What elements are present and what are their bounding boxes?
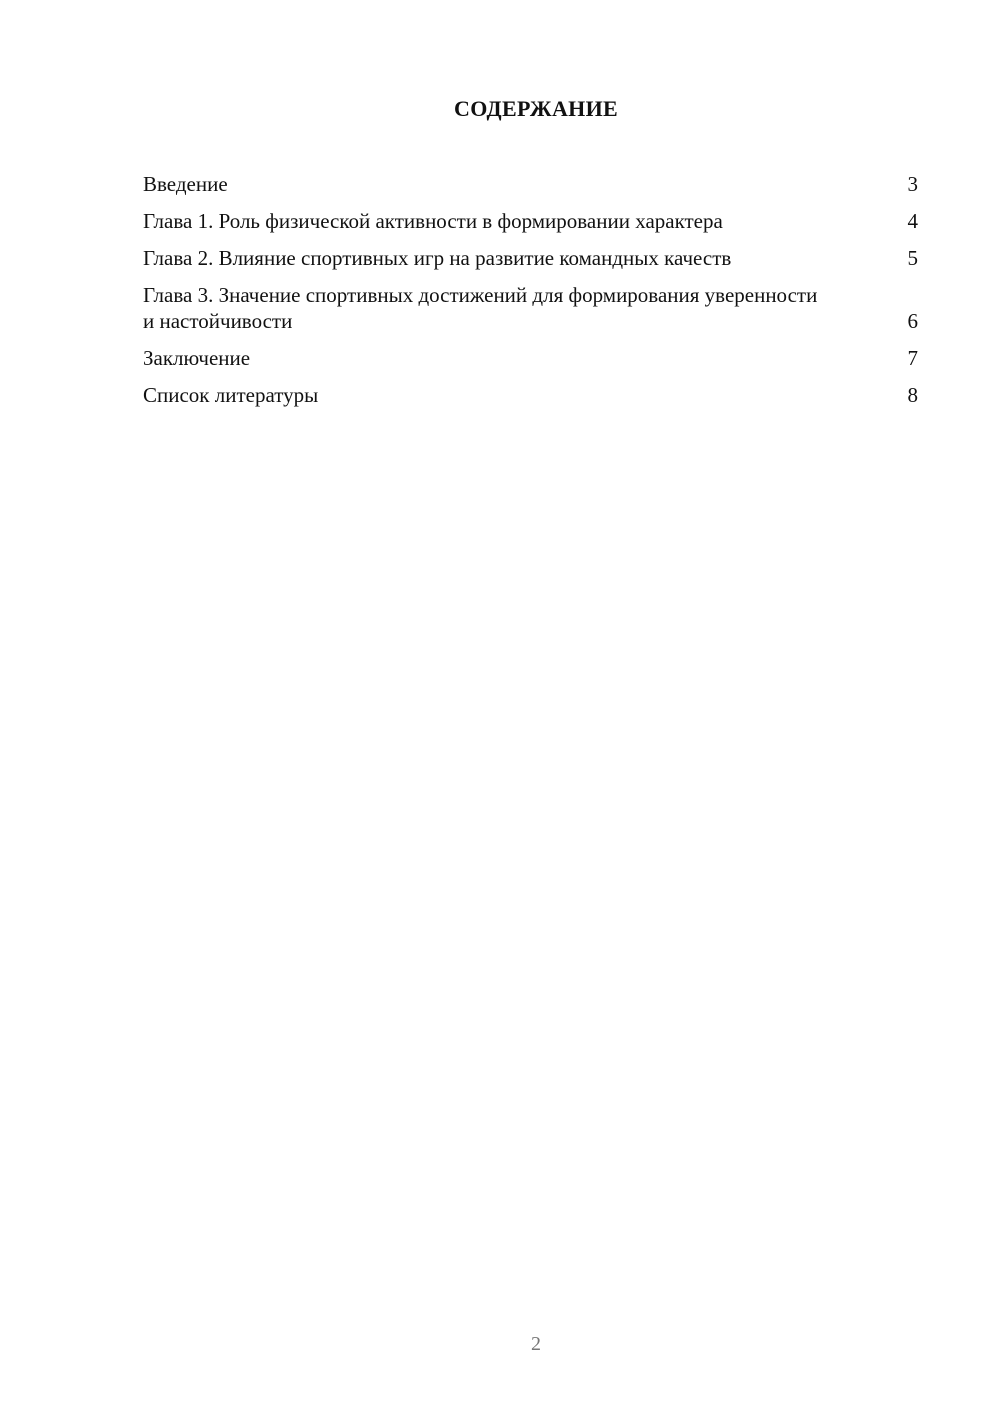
toc-entry-label: Введение bbox=[143, 172, 228, 196]
toc-entry-label: Список литературы bbox=[143, 383, 319, 407]
toc-entry bbox=[143, 382, 918, 408]
table-of-contents bbox=[143, 171, 918, 419]
toc-entry-page: 6 bbox=[907, 309, 918, 333]
toc-entry bbox=[143, 171, 918, 197]
toc-entry-page: 5 bbox=[907, 246, 918, 270]
toc-entry-page: 8 bbox=[907, 383, 918, 407]
toc-entry bbox=[143, 282, 918, 334]
toc-entry bbox=[143, 245, 918, 271]
toc-entry bbox=[143, 208, 918, 234]
toc-entry-page: 3 bbox=[907, 172, 918, 196]
toc-entry bbox=[143, 345, 918, 371]
toc-entry-page: 7 bbox=[907, 346, 918, 370]
toc-entry-label: Глава 2. Влияние спортивных игр на развитие командных качеств bbox=[143, 246, 732, 270]
toc-entry-label: Глава 3. Значение спортивных достижений для формирования уверенности и настойчивости bbox=[143, 283, 818, 333]
toc-entry-label: Глава 1. Роль физической активности в формировании характера bbox=[143, 209, 723, 233]
page-number: 2 bbox=[531, 1333, 541, 1355]
page-title: СОДЕРЖАНИЕ bbox=[454, 96, 618, 121]
toc-entry-label: Заключение bbox=[143, 346, 251, 370]
toc-entry-page: 4 bbox=[907, 209, 918, 233]
